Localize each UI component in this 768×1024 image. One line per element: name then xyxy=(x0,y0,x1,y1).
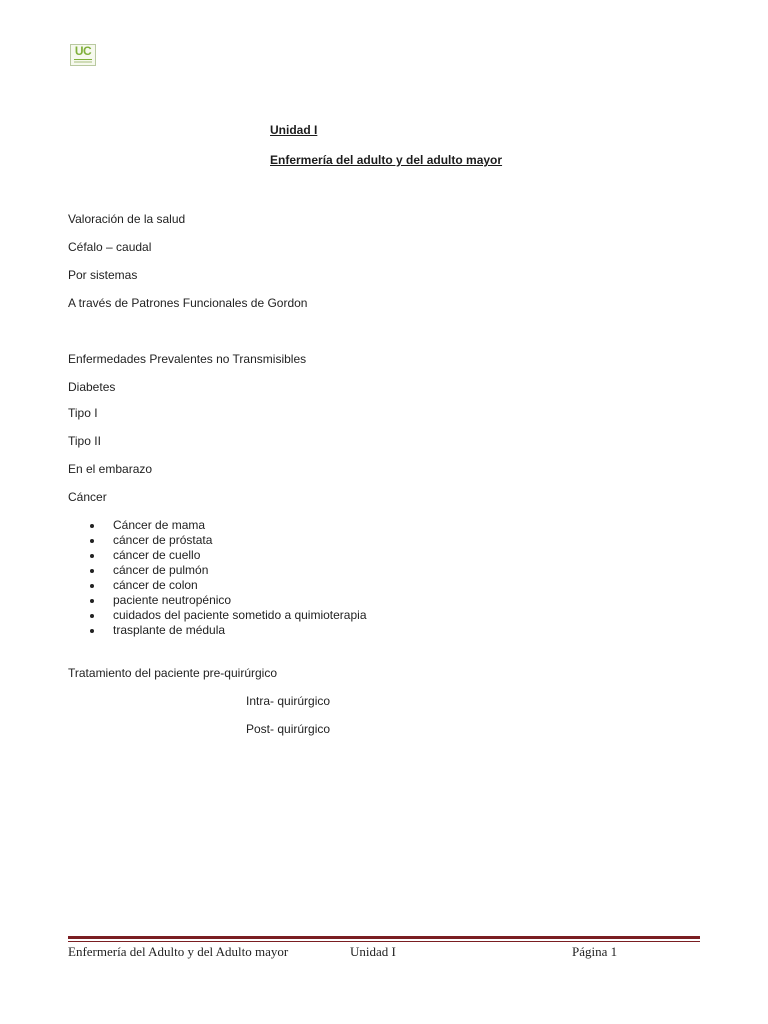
footer-unit: Unidad I xyxy=(350,944,396,959)
list-item xyxy=(68,533,367,548)
list-item xyxy=(68,563,367,578)
list-item xyxy=(68,623,367,638)
list-item-text: cáncer de próstata xyxy=(113,533,213,547)
cancer-label: Cáncer xyxy=(68,490,107,504)
unit-heading: Unidad I xyxy=(270,123,318,137)
section-title-health-assessment: Valoración de la salud xyxy=(68,212,186,226)
assessment-item: A través de Patrones Funcionales de Gordon xyxy=(68,296,308,310)
surgical-phase: Intra- quirúrgico xyxy=(246,694,331,708)
bullet-icon xyxy=(90,524,94,528)
logo-underline xyxy=(74,59,92,60)
diabetes-type: Tipo I xyxy=(68,406,98,420)
section-title-surgical: Tratamiento del paciente pre-quirúrgico xyxy=(68,666,277,680)
footer-rule xyxy=(68,936,700,939)
list-item-text: Cáncer de mama xyxy=(113,518,206,532)
bullet-icon xyxy=(90,614,94,618)
list-item xyxy=(68,548,367,563)
list-item-text: trasplante de médula xyxy=(113,623,226,637)
bullet-icon xyxy=(90,584,94,588)
list-item xyxy=(68,518,367,533)
footer-page-number: Página 1 xyxy=(572,944,618,959)
footer-course-title: Enfermería del Adulto y del Adulto mayor xyxy=(68,944,289,959)
list-item-text: cáncer de colon xyxy=(113,578,198,592)
uc-logo xyxy=(70,44,96,66)
logo-text: UC xyxy=(74,44,92,58)
bullet-icon xyxy=(90,539,94,543)
bullet-icon xyxy=(90,569,94,573)
cancer-list xyxy=(68,518,367,638)
assessment-item: Por sistemas xyxy=(68,268,138,282)
list-item xyxy=(68,578,367,593)
course-heading: Enfermería del adulto y del adulto mayor xyxy=(270,153,503,167)
list-item-text: paciente neutropénico xyxy=(113,593,232,607)
list-item-text: cáncer de cuello xyxy=(113,548,201,562)
diabetes-label: Diabetes xyxy=(68,380,116,394)
surgical-phase: Post- quirúrgico xyxy=(246,722,331,736)
bullet-icon xyxy=(90,629,94,633)
bullet-icon xyxy=(90,554,94,558)
section-title-ncd: Enfermedades Prevalentes no Transmisibles xyxy=(68,352,307,366)
diabetes-type: Tipo II xyxy=(68,434,101,448)
logo-subtitle-bar xyxy=(74,61,92,63)
bullet-icon xyxy=(90,599,94,603)
list-item-text: cuidados del paciente sometido a quimioterapia xyxy=(113,608,367,622)
footer-rule-thin xyxy=(68,941,700,942)
list-item-text: cáncer de pulmón xyxy=(113,563,209,577)
assessment-item: Céfalo – caudal xyxy=(68,240,152,254)
list-item xyxy=(68,593,367,608)
diabetes-type: En el embarazo xyxy=(68,462,153,476)
list-item xyxy=(68,608,367,623)
